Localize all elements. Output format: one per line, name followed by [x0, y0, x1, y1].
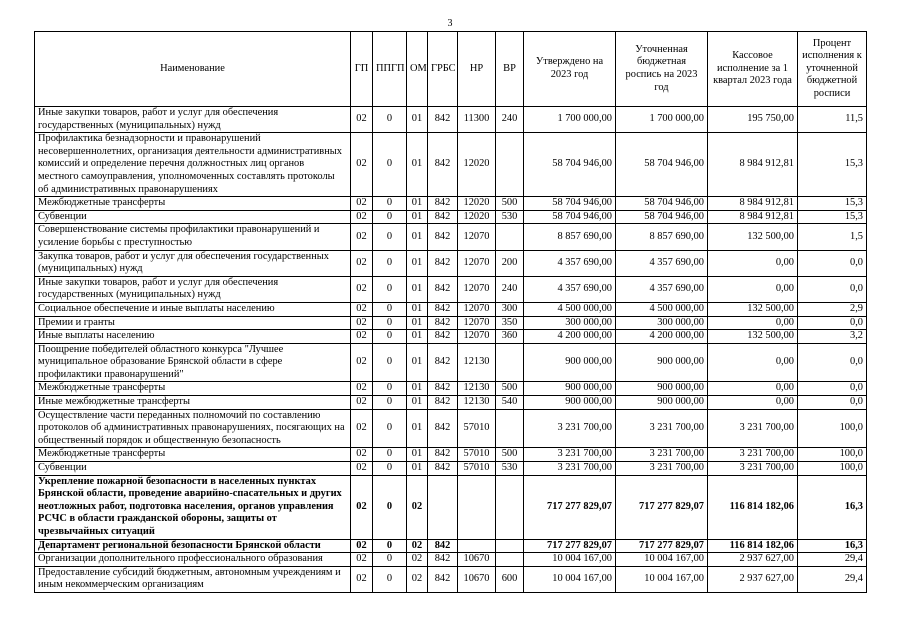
cell-om: 01: [407, 330, 428, 344]
cell-grbs: 842: [428, 448, 458, 462]
cell-refined: 10 004 167,00: [616, 566, 708, 592]
cell-ppgp: 0: [373, 197, 407, 211]
cell-np: 10670: [458, 553, 496, 567]
cell-approved: 3 231 700,00: [524, 462, 616, 476]
cell-np: 57010: [458, 448, 496, 462]
cell-gp: 02: [351, 566, 373, 592]
cell-np: 12070: [458, 330, 496, 344]
cell-cash: 132 500,00: [708, 302, 798, 316]
cell-grbs: 842: [428, 133, 458, 197]
cell-approved: 1 700 000,00: [524, 107, 616, 133]
cell-grbs: 842: [428, 330, 458, 344]
cell-ppgp: 0: [373, 539, 407, 553]
cell-gp: 02: [351, 250, 373, 276]
cell-ppgp: 0: [373, 462, 407, 476]
cell-np: 12130: [458, 382, 496, 396]
cell-grbs: 842: [428, 566, 458, 592]
cell-percent: 0,0: [798, 343, 867, 382]
cell-approved: 3 231 700,00: [524, 409, 616, 448]
cell-percent: 0,0: [798, 382, 867, 396]
cell-approved: 717 277 829,07: [524, 539, 616, 553]
cell-name: Профилактика безнадзорности и правонарушений несовершеннолетних, организация деятельности административных комиссий и определение перечня должностных лиц органов местного самоуправления, уполномоченных составлять протоколы об административных правонарушениях: [35, 133, 351, 197]
cell-ppgp: 0: [373, 133, 407, 197]
cell-approved: 4 500 000,00: [524, 302, 616, 316]
cell-gp: 02: [351, 197, 373, 211]
cell-name: Иные закупки товаров, работ и услуг для обеспечения государственных (муниципальных) нужд: [35, 107, 351, 133]
cell-gp: 02: [351, 409, 373, 448]
cell-cash: 195 750,00: [708, 107, 798, 133]
cell-name: Межбюджетные трансферты: [35, 382, 351, 396]
cell-vr: 350: [496, 316, 524, 330]
cell-cash: 2 937 627,00: [708, 553, 798, 567]
cell-np: 12070: [458, 302, 496, 316]
cell-vr: [496, 553, 524, 567]
cell-vr: 530: [496, 462, 524, 476]
cell-np: 10670: [458, 566, 496, 592]
cell-vr: 360: [496, 330, 524, 344]
cell-gp: 02: [351, 382, 373, 396]
table-row: [35, 475, 867, 539]
cell-name: Предоставление субсидий бюджетным, автономным учреждениям и иным некоммерческим организациям: [35, 566, 351, 592]
cell-approved: 717 277 829,07: [524, 475, 616, 539]
cell-approved: 8 857 690,00: [524, 224, 616, 250]
cell-name: Социальное обеспечение и иные выплаты населению: [35, 302, 351, 316]
cell-vr: 200: [496, 250, 524, 276]
cell-gp: 02: [351, 302, 373, 316]
cell-np: 12070: [458, 224, 496, 250]
column-header-om: ОМ: [407, 32, 428, 107]
cell-grbs: [428, 475, 458, 539]
cell-np: 12020: [458, 210, 496, 224]
cell-om: 01: [407, 462, 428, 476]
cell-np: 12020: [458, 133, 496, 197]
cell-approved: 58 704 946,00: [524, 197, 616, 211]
cell-refined: 10 004 167,00: [616, 553, 708, 567]
cell-om: 02: [407, 475, 428, 539]
cell-gp: 02: [351, 210, 373, 224]
cell-vr: 540: [496, 396, 524, 410]
cell-percent: 2,9: [798, 302, 867, 316]
cell-gp: 02: [351, 133, 373, 197]
cell-ppgp: 0: [373, 448, 407, 462]
cell-vr: 530: [496, 210, 524, 224]
cell-om: 01: [407, 382, 428, 396]
cell-name: Иные выплаты населению: [35, 330, 351, 344]
budget-execution-table: [34, 31, 867, 593]
column-header-ppgp: ППГП: [373, 32, 407, 107]
cell-grbs: 842: [428, 553, 458, 567]
cell-grbs: 842: [428, 107, 458, 133]
cell-cash: 0,00: [708, 382, 798, 396]
cell-gp: 02: [351, 553, 373, 567]
cell-ppgp: 0: [373, 210, 407, 224]
cell-ppgp: 0: [373, 382, 407, 396]
column-header-gp: ГП: [351, 32, 373, 107]
column-header-name: Наименование: [35, 32, 351, 107]
cell-grbs: 842: [428, 302, 458, 316]
cell-cash: 0,00: [708, 343, 798, 382]
table-header-row: [35, 32, 867, 107]
table-row: [35, 224, 867, 250]
cell-ppgp: 0: [373, 276, 407, 302]
cell-grbs: 842: [428, 343, 458, 382]
cell-percent: 0,0: [798, 250, 867, 276]
cell-om: 01: [407, 133, 428, 197]
cell-refined: 58 704 946,00: [616, 133, 708, 197]
table-row: [35, 250, 867, 276]
cell-cash: 116 814 182,06: [708, 475, 798, 539]
cell-percent: 16,3: [798, 475, 867, 539]
cell-percent: 0,0: [798, 276, 867, 302]
cell-ppgp: 0: [373, 316, 407, 330]
cell-grbs: 842: [428, 316, 458, 330]
cell-om: 01: [407, 343, 428, 382]
cell-om: 02: [407, 553, 428, 567]
cell-om: 01: [407, 197, 428, 211]
cell-cash: 3 231 700,00: [708, 462, 798, 476]
cell-om: 01: [407, 396, 428, 410]
cell-np: 11300: [458, 107, 496, 133]
cell-ppgp: 0: [373, 302, 407, 316]
cell-approved: 4 357 690,00: [524, 276, 616, 302]
cell-percent: 100,0: [798, 448, 867, 462]
cell-approved: 4 357 690,00: [524, 250, 616, 276]
cell-grbs: 842: [428, 539, 458, 553]
cell-grbs: 842: [428, 409, 458, 448]
cell-vr: 600: [496, 566, 524, 592]
cell-gp: 02: [351, 330, 373, 344]
cell-cash: 3 231 700,00: [708, 448, 798, 462]
cell-name: Межбюджетные трансферты: [35, 197, 351, 211]
cell-refined: 1 700 000,00: [616, 107, 708, 133]
column-header-refined: Уточненная бюджетная роспись на 2023 год: [616, 32, 708, 107]
cell-refined: 58 704 946,00: [616, 197, 708, 211]
cell-percent: 15,3: [798, 210, 867, 224]
cell-np: 57010: [458, 409, 496, 448]
cell-vr: [496, 224, 524, 250]
table-row: [35, 330, 867, 344]
cell-np: 12130: [458, 396, 496, 410]
cell-ppgp: 0: [373, 250, 407, 276]
cell-percent: 11,5: [798, 107, 867, 133]
cell-gp: 02: [351, 316, 373, 330]
cell-cash: 0,00: [708, 316, 798, 330]
cell-percent: 100,0: [798, 462, 867, 476]
cell-grbs: 842: [428, 382, 458, 396]
cell-name: Иные закупки товаров, работ и услуг для обеспечения государственных (муниципальных) нужд: [35, 276, 351, 302]
cell-vr: 240: [496, 107, 524, 133]
cell-om: 01: [407, 250, 428, 276]
cell-ppgp: 0: [373, 330, 407, 344]
cell-grbs: 842: [428, 250, 458, 276]
cell-cash: 0,00: [708, 276, 798, 302]
cell-name: Совершенствование системы профилактики правонарушений и усиление борьбы с преступностью: [35, 224, 351, 250]
cell-approved: 4 200 000,00: [524, 330, 616, 344]
cell-refined: 3 231 700,00: [616, 409, 708, 448]
cell-cash: 0,00: [708, 250, 798, 276]
cell-percent: 16,3: [798, 539, 867, 553]
cell-grbs: 842: [428, 210, 458, 224]
cell-grbs: 842: [428, 462, 458, 476]
cell-refined: 4 500 000,00: [616, 302, 708, 316]
cell-cash: 8 984 912,81: [708, 210, 798, 224]
cell-np: [458, 475, 496, 539]
cell-om: 01: [407, 302, 428, 316]
cell-om: 01: [407, 316, 428, 330]
cell-name: Департамент региональной безопасности Брянской области: [35, 539, 351, 553]
cell-om: 01: [407, 210, 428, 224]
cell-approved: 300 000,00: [524, 316, 616, 330]
cell-gp: 02: [351, 462, 373, 476]
cell-cash: 2 937 627,00: [708, 566, 798, 592]
column-header-approved: Утверждено на 2023 год: [524, 32, 616, 107]
cell-vr: 500: [496, 382, 524, 396]
cell-refined: 717 277 829,07: [616, 539, 708, 553]
cell-ppgp: 0: [373, 224, 407, 250]
cell-gp: 02: [351, 475, 373, 539]
cell-gp: 02: [351, 343, 373, 382]
cell-cash: 116 814 182,06: [708, 539, 798, 553]
cell-np: 57010: [458, 462, 496, 476]
cell-ppgp: 0: [373, 396, 407, 410]
cell-cash: 132 500,00: [708, 224, 798, 250]
cell-vr: 300: [496, 302, 524, 316]
cell-vr: [496, 475, 524, 539]
cell-np: 12070: [458, 276, 496, 302]
cell-name: Закупка товаров, работ и услуг для обеспечения государственных (муниципальных) нужд: [35, 250, 351, 276]
page-number: 3: [447, 18, 453, 29]
cell-np: 12070: [458, 316, 496, 330]
cell-refined: 900 000,00: [616, 343, 708, 382]
cell-cash: 3 231 700,00: [708, 409, 798, 448]
cell-approved: 900 000,00: [524, 382, 616, 396]
cell-refined: 8 857 690,00: [616, 224, 708, 250]
cell-grbs: 842: [428, 224, 458, 250]
cell-gp: 02: [351, 448, 373, 462]
table-row: [35, 210, 867, 224]
cell-ppgp: 0: [373, 107, 407, 133]
cell-approved: 900 000,00: [524, 343, 616, 382]
cell-name: Субвенции: [35, 210, 351, 224]
cell-approved: 58 704 946,00: [524, 133, 616, 197]
table-row: [35, 316, 867, 330]
table-row: [35, 539, 867, 553]
cell-gp: 02: [351, 276, 373, 302]
cell-cash: 132 500,00: [708, 330, 798, 344]
table-body: [35, 107, 867, 593]
column-header-np: НР: [458, 32, 496, 107]
cell-percent: 0,0: [798, 396, 867, 410]
cell-np: [458, 539, 496, 553]
cell-np: 12070: [458, 250, 496, 276]
cell-percent: 0,0: [798, 316, 867, 330]
cell-np: 12130: [458, 343, 496, 382]
table-row: [35, 448, 867, 462]
table-row: [35, 133, 867, 197]
cell-vr: 240: [496, 276, 524, 302]
cell-cash: 8 984 912,81: [708, 133, 798, 197]
table-row: [35, 566, 867, 592]
cell-gp: 02: [351, 107, 373, 133]
cell-om: 01: [407, 448, 428, 462]
cell-om: 01: [407, 107, 428, 133]
table-row: [35, 553, 867, 567]
table-row: [35, 382, 867, 396]
cell-grbs: 842: [428, 396, 458, 410]
cell-ppgp: 0: [373, 553, 407, 567]
cell-refined: 58 704 946,00: [616, 210, 708, 224]
table-row: [35, 462, 867, 476]
cell-grbs: 842: [428, 276, 458, 302]
column-header-vr: ВР: [496, 32, 524, 107]
cell-om: 01: [407, 276, 428, 302]
cell-approved: 10 004 167,00: [524, 553, 616, 567]
cell-om: 01: [407, 409, 428, 448]
table-row: [35, 396, 867, 410]
cell-refined: 900 000,00: [616, 396, 708, 410]
cell-refined: 4 200 000,00: [616, 330, 708, 344]
cell-gp: 02: [351, 539, 373, 553]
cell-name: Субвенции: [35, 462, 351, 476]
cell-percent: 15,3: [798, 133, 867, 197]
cell-refined: 4 357 690,00: [616, 276, 708, 302]
cell-name: Осуществление части переданных полномочий по составлению протоколов об административных правонарушениях, посягающих на общественный порядок и общественную безопасность: [35, 409, 351, 448]
cell-percent: 29,4: [798, 566, 867, 592]
cell-grbs: 842: [428, 197, 458, 211]
cell-om: 01: [407, 224, 428, 250]
cell-om: 02: [407, 539, 428, 553]
cell-refined: 3 231 700,00: [616, 448, 708, 462]
column-header-grbs: ГРБС: [428, 32, 458, 107]
cell-ppgp: 0: [373, 409, 407, 448]
cell-vr: [496, 343, 524, 382]
cell-percent: 100,0: [798, 409, 867, 448]
cell-percent: 1,5: [798, 224, 867, 250]
cell-gp: 02: [351, 224, 373, 250]
cell-vr: 500: [496, 197, 524, 211]
table-row: [35, 343, 867, 382]
table-row: [35, 107, 867, 133]
column-header-percent: Процент исполнения к уточненной бюджетной росписи: [798, 32, 867, 107]
column-header-cash: Кассовое исполнение за 1 квартал 2023 года: [708, 32, 798, 107]
cell-name: Иные межбюджетные трансферты: [35, 396, 351, 410]
cell-om: 02: [407, 566, 428, 592]
cell-ppgp: 0: [373, 343, 407, 382]
cell-ppgp: 0: [373, 475, 407, 539]
cell-approved: 58 704 946,00: [524, 210, 616, 224]
cell-refined: 3 231 700,00: [616, 462, 708, 476]
cell-approved: 900 000,00: [524, 396, 616, 410]
cell-refined: 300 000,00: [616, 316, 708, 330]
table-row: [35, 197, 867, 211]
cell-ppgp: 0: [373, 566, 407, 592]
cell-refined: 717 277 829,07: [616, 475, 708, 539]
cell-approved: 3 231 700,00: [524, 448, 616, 462]
cell-np: 12020: [458, 197, 496, 211]
cell-percent: 15,3: [798, 197, 867, 211]
cell-vr: 500: [496, 448, 524, 462]
cell-vr: [496, 409, 524, 448]
cell-vr: [496, 539, 524, 553]
table-row: [35, 276, 867, 302]
table-row: [35, 409, 867, 448]
cell-vr: [496, 133, 524, 197]
cell-percent: 29,4: [798, 553, 867, 567]
cell-approved: 10 004 167,00: [524, 566, 616, 592]
cell-name: Межбюджетные трансферты: [35, 448, 351, 462]
cell-percent: 3,2: [798, 330, 867, 344]
table-row: [35, 302, 867, 316]
cell-name: Премии и гранты: [35, 316, 351, 330]
cell-gp: 02: [351, 396, 373, 410]
cell-refined: 4 357 690,00: [616, 250, 708, 276]
cell-cash: 0,00: [708, 396, 798, 410]
cell-name: Организации дополнительного профессионального образования: [35, 553, 351, 567]
cell-name: Укрепление пожарной безопасности в населенных пунктах Брянской области, проведение аварийно-спасательных и других неотложных работ, подготовка населения, органов управления РСЧС в области гражданской обороны, защиты от чрезвычайных ситуаций: [35, 475, 351, 539]
cell-name: Поощрение победителей областного конкурса "Лучшее муниципальное образование Брянской области в сфере профилактики правонарушений": [35, 343, 351, 382]
cell-cash: 8 984 912,81: [708, 197, 798, 211]
cell-refined: 900 000,00: [616, 382, 708, 396]
